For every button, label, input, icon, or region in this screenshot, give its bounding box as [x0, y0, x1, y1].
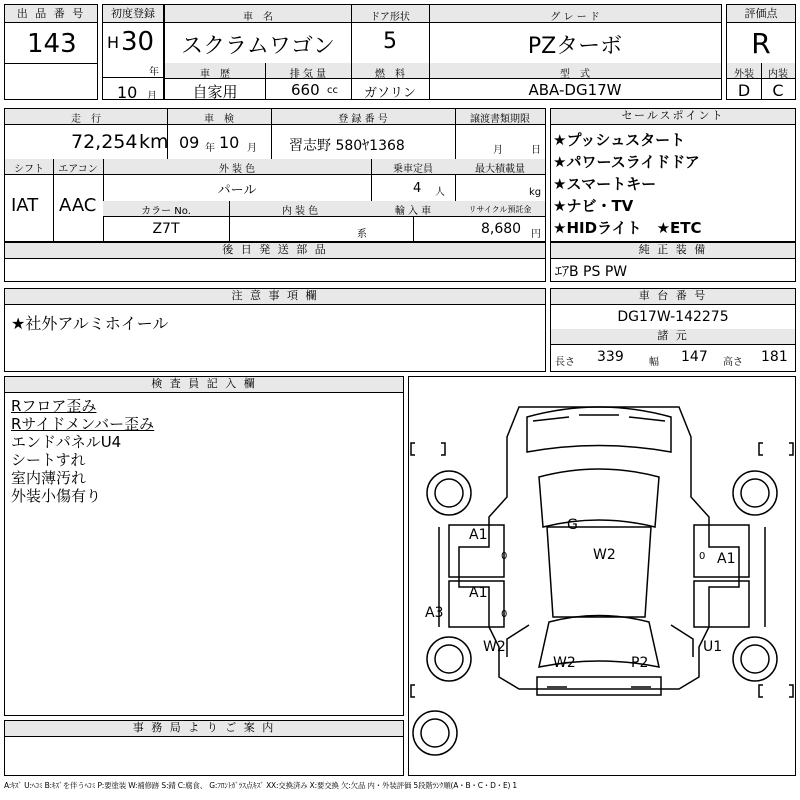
- int-color-label: 内 装 色: [281, 206, 319, 217]
- fuel-label: 燃 料: [375, 69, 405, 80]
- car-name: スクラムワゴン: [181, 34, 335, 59]
- later-parts-box: [4, 242, 546, 282]
- plate-value: 習志野 580ﾔ1368: [289, 138, 405, 154]
- mileage-value: 72,254: [71, 131, 138, 153]
- history-value: 自家用: [192, 83, 238, 101]
- insp-month-unit: 月: [247, 143, 257, 154]
- insp-year: 09: [179, 133, 200, 152]
- mark-u1: U1: [703, 639, 723, 655]
- displacement-label: 排 気 量: [289, 69, 327, 80]
- inspector-line: シートすれ: [11, 451, 86, 469]
- inspector-label: 検 査 員 記 入 欄: [5, 377, 403, 393]
- score-value: R: [751, 27, 771, 60]
- car-diagram-box: [408, 376, 796, 776]
- office-box: [4, 720, 404, 776]
- sales-points-label: セールスポイント: [551, 109, 795, 125]
- recycle-unit: 円: [531, 229, 541, 240]
- notes-label: 注 意 事 項 欄: [5, 289, 545, 305]
- plate-label: 登 録 番 号: [338, 114, 388, 125]
- height-label: 高さ: [723, 357, 743, 368]
- lot-box: [4, 4, 98, 100]
- mark-w2-left: W2: [483, 639, 506, 655]
- score-label: 評価点: [727, 5, 795, 23]
- mark-zero-3: 0: [699, 551, 706, 562]
- mark-zero-1: 0: [501, 551, 508, 562]
- shift-value: IAT: [11, 195, 39, 216]
- length-label: 長さ: [555, 357, 575, 368]
- standard-equipment-label: 純 正 装 備: [551, 243, 795, 259]
- capacity-value: 4: [413, 181, 422, 196]
- first-reg-box: [102, 4, 164, 100]
- mark-p2: P2: [631, 655, 649, 671]
- inspector-line: Rフロア歪み: [11, 397, 97, 415]
- mark-w2-roof: W2: [593, 547, 616, 563]
- car-name-label: 車 名: [243, 12, 273, 23]
- month-unit: 月: [147, 91, 157, 102]
- capacity-unit: 人: [435, 187, 445, 198]
- lot-label: 出 品 番 号: [5, 5, 97, 23]
- month-number: 10: [117, 83, 138, 102]
- vehicle-details-box: [4, 108, 546, 242]
- shift-label: シフト: [14, 164, 44, 175]
- height-value: 181: [761, 349, 788, 365]
- mark-a1-left-front: A1: [469, 527, 488, 543]
- notes-box: [4, 288, 546, 372]
- specs-label: 諸 元: [551, 329, 795, 345]
- later-parts-label: 後 日 発 送 部 品: [5, 243, 545, 259]
- width-value: 147: [681, 349, 708, 365]
- ext-color-value: パール: [217, 183, 257, 198]
- doors-value: 5: [383, 29, 397, 54]
- grade-value: PZターボ: [527, 34, 623, 59]
- sales-point-item: ★ナビ・TV: [553, 197, 634, 215]
- width-label: 幅: [649, 357, 659, 368]
- recycle-value: 8,680: [481, 221, 522, 237]
- displacement-value: 660: [291, 81, 320, 99]
- inspection-label: 車 検: [204, 114, 234, 125]
- chassis-box: [550, 288, 796, 372]
- color-no-label: カラー No.: [141, 206, 191, 217]
- standard-equipment-box: [550, 242, 796, 282]
- capacity-label: 乗車定員: [393, 164, 433, 175]
- era: H: [107, 33, 120, 52]
- sales-point-item: ★パワースライドドア: [553, 153, 700, 171]
- fuel-value: ガソリン: [363, 86, 416, 101]
- doors-label: ドア形状: [370, 12, 410, 23]
- interior-score: C: [772, 81, 784, 100]
- aircon-label: エアコン: [58, 164, 98, 175]
- notes-value: ★社外アルミホイール: [11, 314, 169, 333]
- exterior-label: 外装: [734, 69, 754, 80]
- insp-month: 10: [219, 133, 240, 152]
- color-no-value: Z7T: [152, 221, 180, 237]
- sales-point-item: ★HIDライト ★ETC: [553, 219, 702, 237]
- mileage-label: 走 行: [71, 114, 101, 125]
- year-unit: 年: [149, 67, 159, 78]
- lot-number: 143: [27, 29, 77, 59]
- aircon-value: AAC: [59, 195, 97, 216]
- mark-w2-rear: W2: [553, 655, 576, 671]
- score-box: [726, 4, 796, 100]
- chassis-value: DG17W-142275: [617, 309, 729, 325]
- mark-a1-left-rear: A1: [469, 585, 488, 601]
- mileage-unit: km: [139, 131, 169, 153]
- sales-points-box: [550, 108, 796, 242]
- mark-a3: A3: [425, 605, 444, 621]
- legend: A:ｷｽﾞ U:ﾍｺﾐ B:ｷｽﾞを伴うﾍｺﾐ P:要塗装 W:補修跡 S:錆 C:腐食、 G:ﾌﾛﾝﾄｶﾞﾗｽ点ｷｽﾞ XX:交換済み X:要交換 欠:欠品 内・外装評価 5段階ﾗﾝｸ順(A・B・C・D・E) 1: [4, 781, 517, 790]
- inspector-line: 外装小傷有り: [11, 487, 102, 505]
- mark-a1-right: A1: [717, 551, 736, 567]
- year-number: 30: [121, 27, 155, 57]
- int-color-unit: 系: [357, 229, 367, 240]
- load-unit: kg: [529, 187, 542, 198]
- first-reg-label: 初度登録: [103, 5, 163, 23]
- transfer-label: 譲渡書類期限: [470, 114, 530, 125]
- office-label: 事 務 局 よ り ご 案 内: [5, 721, 403, 737]
- load-label: 最大積載量: [475, 164, 525, 175]
- transfer-month: 月: [493, 145, 503, 156]
- sales-point-item: ★プッシュスタート: [553, 131, 686, 149]
- inspector-box: [4, 376, 404, 716]
- standard-equipment-value: ｴｱB PS PW: [555, 264, 628, 280]
- displacement-unit: cc: [327, 85, 338, 96]
- chassis-label: 車 台 番 号: [551, 289, 795, 305]
- inspector-line: Rサイドメンバー歪み: [11, 415, 155, 433]
- history-label: 車 歴: [200, 69, 230, 80]
- grade-label: グ レ ー ド: [550, 12, 600, 23]
- car-info-box: [164, 4, 722, 100]
- inspector-line: 室内薄汚れ: [11, 469, 87, 487]
- mark-zero-2: 0: [501, 609, 508, 620]
- import-label: 輸 入 車: [394, 206, 432, 217]
- mark-g: G: [567, 517, 578, 533]
- model-value: ABA-DG17W: [528, 81, 622, 99]
- recycle-label: リサイクル預託金: [468, 205, 532, 214]
- model-label: 型 式: [560, 69, 590, 80]
- insp-year-unit: 年: [205, 143, 215, 154]
- length-value: 339: [597, 349, 624, 365]
- inspector-line: エンドパネルU4: [11, 433, 122, 451]
- transfer-day: 日: [531, 145, 541, 156]
- ext-color-label: 外 装 色: [218, 164, 256, 175]
- car-diagram: [409, 377, 795, 775]
- exterior-score: D: [737, 81, 751, 100]
- sales-point-item: ★スマートキー: [553, 175, 657, 193]
- interior-label: 内装: [768, 69, 788, 80]
